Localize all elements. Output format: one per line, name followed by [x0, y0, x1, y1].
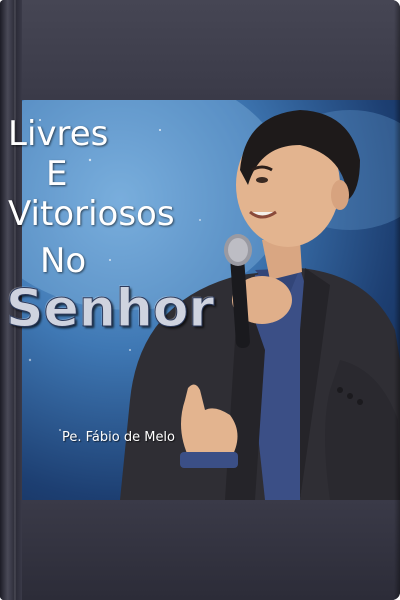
title-line-3: Vitoriosos: [8, 194, 175, 234]
title-line-2: E: [46, 154, 68, 194]
title-line-4: No: [40, 241, 87, 281]
cover-bottom-band: [0, 500, 400, 600]
title-line-1: Livres: [8, 114, 109, 154]
cover-top-band: [0, 0, 400, 100]
title-line-5-emphasis: Senhor: [6, 279, 215, 339]
page-edge-shadow: [394, 0, 400, 600]
author-name: Pe. Fábio de Melo: [62, 430, 176, 445]
